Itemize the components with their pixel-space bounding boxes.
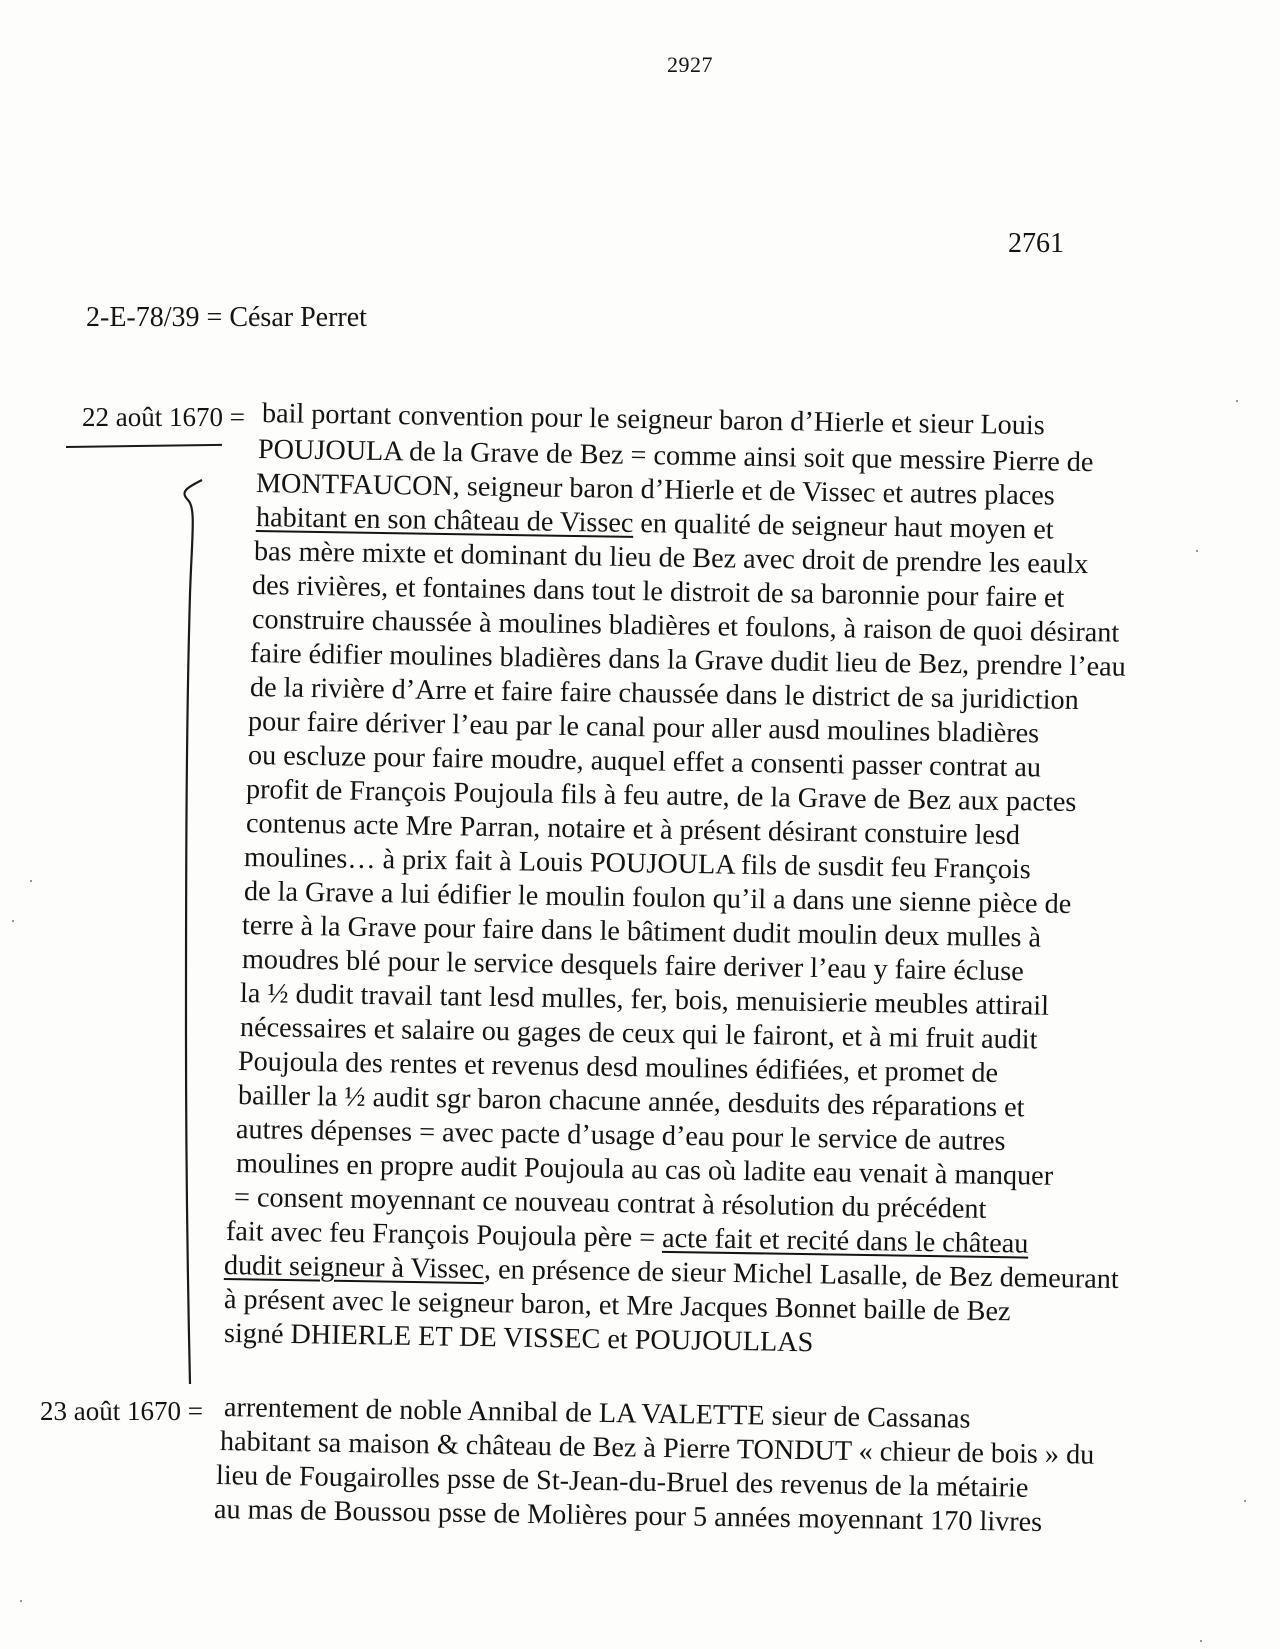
entry-line-1-18: la ½ dudit travail tant lesd mulles, fer, bois, menuisierie meubles attirail <box>239 978 1050 1022</box>
underlined-phrase: dudit seigneur à Vissec <box>223 1250 485 1286</box>
entry-line-1-4: habitant en son château de Vissec en qualité de seigneur haut moyen et <box>255 502 1054 546</box>
underlined-phrase: acte fait et recité dans le château <box>661 1222 1029 1260</box>
scan-speck <box>1196 550 1198 552</box>
entry-line-1-9: de la rivière d’Arre et faire faire chaussée dans le district de sa juridiction <box>249 672 1079 717</box>
entry-line-1-3: MONTFAUCON, seigneur baron d’Hierle et de Vissec et autres places <box>255 468 1055 512</box>
entry-line-2-1: arrentement de noble Annibal de LA VALETTE sieur de Cassanas <box>223 1392 971 1435</box>
scan-speck <box>30 880 32 882</box>
entry-line-2-3: lieu de Fougairolles psse de St-Jean-du-Bruel des revenus de la métairie <box>215 1460 1029 1504</box>
entry-date-1: 22 août 1670 = <box>82 402 245 432</box>
entry-line-1-17: moudres blé pour le service desquels faire deriver l’eau y faire écluse <box>241 944 1025 988</box>
entry-line-1-28: signé DHIERLE ET DE VISSEC et POUJOULLAS <box>223 1318 814 1359</box>
entry-line-1-20: Poujoula des rentes et revenus desd moulines édifiées, et promet de <box>237 1046 999 1089</box>
entry-line-1-15: de la Grave a lui édifier le moulin foulon qu’il a dans une sienne pièce de <box>243 876 1072 920</box>
entry-line-1-8: faire édifier moulines bladières dans la Grave dudit lieu de Bez, prendre l’eau <box>249 638 1126 683</box>
entry-line-1-6: des rivières, et fontaines dans tout le distroit de sa baronnie pour faire et <box>251 570 1065 614</box>
scan-speck <box>1200 1640 1202 1642</box>
scan-speck <box>12 920 14 922</box>
entry-line-1-13: contenus acte Mre Parran, notaire et à présent désirant constuire lesd <box>245 808 1021 852</box>
entry-line-1-22: autres dépenses = avec pacte d’usage d’eau pour le service de autres <box>235 1114 1006 1158</box>
reference-number: 2761 <box>1008 228 1064 259</box>
scan-speck <box>1244 1500 1246 1502</box>
scan-speck <box>20 1600 22 1602</box>
entry-line-1-1: bail portant convention pour le seigneur baron d’Hierle et sieur Louis <box>261 398 1045 442</box>
scan-speck <box>1236 400 1238 402</box>
entry-line-1-26: dudit seigneur à Vissec, en présence de sieur Michel Lasalle, de Bez demeurant <box>223 1250 1119 1296</box>
entry-line-1-5: bas mère mixte et dominant du lieu de Bez avec droit de prendre les eaulx <box>253 536 1089 581</box>
entry-line-1-25: fait avec feu François Poujoula père = acte fait et recité dans le château <box>225 1216 1029 1260</box>
page-number-top: 2927 <box>667 52 713 77</box>
entry-line-1-10: pour faire dériver l’eau par le canal pour aller ausd moulines bladières <box>247 706 1040 750</box>
entry-line-1-2: POUJOULA de la Grave de Bez = comme ainsi soit que messire Pierre de <box>257 434 1094 479</box>
underlined-phrase: habitant en son château de Vissec <box>255 502 634 539</box>
entry-line-1-12: profit de François Poujoula fils à feu autre, de la Grave de Bez aux pactes <box>245 774 1077 819</box>
entry-line-1-11: ou escluze pour faire moudre, auquel effet a consenti passer contrat au <box>247 740 1042 784</box>
entry-date-2: 23 août 1670 = <box>40 1396 203 1426</box>
file-reference: 2-E-78/39 = César Perret <box>86 302 367 333</box>
entry-line-1-16: terre à la Grave pour faire dans le bâtiment dudit moulin deux mulles à <box>241 910 1042 954</box>
entry-line-1-27: à présent avec le seigneur baron, et Mre Jacques Bonnet baille de Bez <box>223 1284 1011 1328</box>
entry-line-1-14: moulines… à prix fait à Louis POUJOULA fils de susdit feu François <box>243 842 1031 886</box>
entry-line-1-21: bailler la ½ audit sgr baron chacune année, desduits des réparations et <box>237 1080 1025 1124</box>
date-underline <box>66 444 222 448</box>
entry-line-2-4: au mas de Boussou psse de Molières pour 5 années moyennant 170 livres <box>213 1494 1043 1539</box>
margin-bracket <box>176 474 216 1394</box>
entry-line-1-24: = consent moyennant ce nouveau contrat à résolution du précédent <box>233 1182 987 1225</box>
entry-line-2-2: habitant sa maison & château de Bez à Pierre TONDUT « chieur de bois » du <box>219 1426 1095 1471</box>
entry-line-1-19: nécessaires et salaire ou gages de ceux qui le fairont, et à mi fruit audit <box>239 1012 1038 1056</box>
entry-line-1-23: moulines en propre audit Poujoula au cas où ladite eau venait à manquer <box>235 1148 1054 1192</box>
entry-line-1-7: construire chaussée à moulines bladières et foulons, à raison de quoi désirant <box>251 604 1120 649</box>
